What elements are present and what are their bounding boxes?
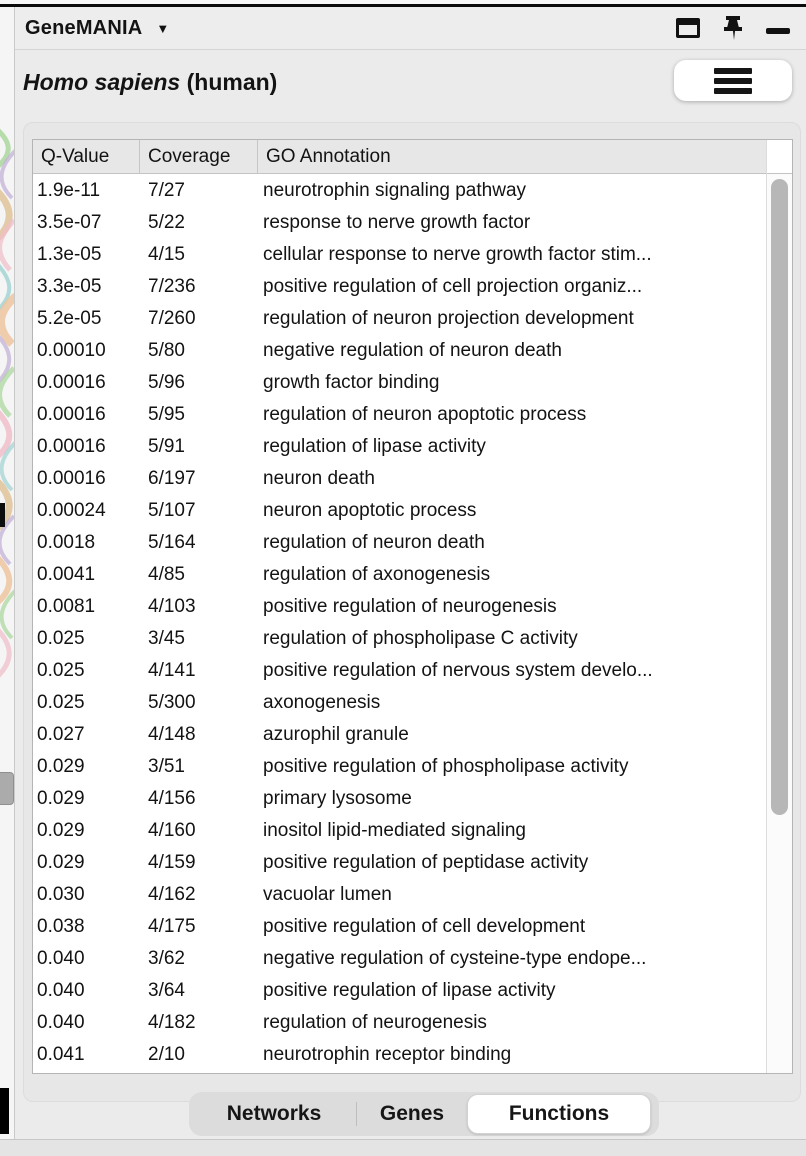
- cell-coverage: 5/107: [148, 500, 196, 521]
- cell-q: 0.00016: [37, 468, 106, 489]
- cell-annotation: positive regulation of cell development: [263, 916, 586, 937]
- table-row[interactable]: [33, 527, 768, 559]
- cell-coverage: 3/62: [148, 948, 185, 969]
- cell-coverage: 3/64: [148, 980, 185, 1001]
- cell-coverage: 4/148: [148, 724, 196, 745]
- cell-q: 0.00016: [37, 436, 106, 457]
- column-header-coverage[interactable]: Coverage: [140, 140, 258, 173]
- table-row[interactable]: [33, 239, 768, 271]
- cell-coverage: 4/159: [148, 852, 196, 873]
- cell-q: 0.025: [37, 692, 85, 713]
- cell-q: 0.040: [37, 1012, 85, 1033]
- table-row[interactable]: [33, 495, 768, 527]
- cell-q: 3.3e-05: [37, 276, 102, 297]
- cell-q: 0.041: [37, 1044, 85, 1065]
- cell-q: 0.029: [37, 756, 85, 777]
- cell-annotation: neurotrophin receptor binding: [263, 1044, 512, 1065]
- functions-table: [32, 139, 793, 1074]
- table-row[interactable]: [33, 975, 768, 1007]
- functions-content-panel: [23, 122, 801, 1102]
- cell-q: 0.0041: [37, 564, 96, 585]
- cell-coverage: 3/45: [148, 628, 185, 649]
- splitter-handle[interactable]: [0, 772, 14, 805]
- cell-q: 0.038: [37, 916, 85, 937]
- cell-coverage: 2/10: [148, 1044, 185, 1065]
- cell-coverage: 7/27: [148, 180, 185, 201]
- table-header: [33, 140, 768, 174]
- tab-genes[interactable]: Genes: [379, 1102, 445, 1125]
- table-row[interactable]: [33, 399, 768, 431]
- cell-annotation: regulation of axonogenesis: [263, 564, 491, 585]
- cell-coverage: 4/160: [148, 820, 196, 841]
- cell-annotation: neurotrophin signaling pathway: [263, 180, 527, 201]
- hamburger-menu-button[interactable]: [674, 60, 792, 101]
- table-row[interactable]: [33, 303, 768, 335]
- cell-q: 3.5e-07: [37, 212, 102, 233]
- background-node-fragment: [0, 503, 5, 527]
- cell-annotation: positive regulation of neurogenesis: [263, 596, 557, 617]
- scrollbar-track[interactable]: [766, 140, 792, 1073]
- table-row[interactable]: [33, 815, 768, 847]
- cell-coverage: 5/96: [148, 372, 185, 393]
- minimize-icon[interactable]: [766, 28, 790, 34]
- cell-q: 0.030: [37, 884, 85, 905]
- cell-annotation: positive regulation of peptidase activity: [263, 852, 589, 873]
- table-row[interactable]: [33, 687, 768, 719]
- table-row[interactable]: [33, 271, 768, 303]
- tab-functions[interactable]: [467, 1094, 651, 1134]
- network-edges-decoration: [0, 120, 14, 680]
- species-name-latin: Homo sapiens: [23, 69, 181, 95]
- cell-annotation: vacuolar lumen: [263, 884, 392, 905]
- table-row[interactable]: [33, 367, 768, 399]
- tab-networks[interactable]: Networks: [226, 1102, 322, 1125]
- panel-title[interactable]: GeneMANIA: [25, 16, 143, 39]
- cell-coverage: 7/236: [148, 276, 196, 297]
- species-name-common: (human): [180, 69, 278, 95]
- bottom-tab-bar: [189, 1092, 659, 1136]
- cell-q: 0.025: [37, 628, 85, 649]
- table-row[interactable]: [33, 335, 768, 367]
- cell-q: 0.027: [37, 724, 85, 745]
- table-row[interactable]: [33, 591, 768, 623]
- cell-annotation: positive regulation of cell projection organiz...: [263, 276, 643, 297]
- table-row[interactable]: [33, 751, 768, 783]
- cell-annotation: growth factor binding: [263, 372, 440, 393]
- table-row[interactable]: [33, 911, 768, 943]
- cell-coverage: 7/260: [148, 308, 196, 329]
- cell-annotation: positive regulation of phospholipase activity: [263, 756, 629, 777]
- cell-annotation: regulation of neuron apoptotic process: [263, 404, 587, 425]
- cell-coverage: 3/51: [148, 756, 185, 777]
- cell-coverage: 4/156: [148, 788, 196, 809]
- table-row[interactable]: [33, 879, 768, 911]
- cell-coverage: 5/22: [148, 212, 185, 233]
- float-window-icon[interactable]: [676, 18, 700, 38]
- cell-q: 0.029: [37, 788, 85, 809]
- cell-q: 0.029: [37, 852, 85, 873]
- network-view-edge: [0, 7, 14, 1139]
- pin-icon[interactable]: [722, 15, 744, 41]
- table-body: [33, 175, 768, 1071]
- cell-coverage: 4/141: [148, 660, 196, 681]
- cell-annotation: axonogenesis: [263, 692, 381, 713]
- table-row[interactable]: [33, 175, 768, 207]
- cell-annotation: inositol lipid-mediated signaling: [263, 820, 526, 841]
- cell-coverage: 4/15: [148, 244, 185, 265]
- cell-q: 0.040: [37, 948, 85, 969]
- cell-annotation: response to nerve growth factor: [263, 212, 531, 233]
- cell-coverage: 6/197: [148, 468, 196, 489]
- cell-coverage: 5/300: [148, 692, 196, 713]
- cell-coverage: 4/85: [148, 564, 185, 585]
- cell-annotation: regulation of neuron projection development: [263, 308, 634, 329]
- species-title: [23, 69, 277, 96]
- cell-coverage: 5/80: [148, 340, 185, 361]
- tab-functions-label: Functions: [508, 1102, 610, 1125]
- cell-annotation: neuron death: [263, 468, 375, 489]
- column-header-qvalue[interactable]: Q-Value: [33, 140, 140, 173]
- cell-q: 0.029: [37, 820, 85, 841]
- species-header: [15, 51, 806, 122]
- cell-coverage: 4/162: [148, 884, 196, 905]
- cell-annotation: regulation of lipase activity: [263, 436, 486, 457]
- cell-coverage: 5/91: [148, 436, 185, 457]
- table-row[interactable]: [33, 463, 768, 495]
- table-row[interactable]: [33, 719, 768, 751]
- hamburger-icon: [714, 68, 752, 74]
- dropdown-caret-icon[interactable]: ▼: [156, 20, 170, 36]
- cell-annotation: negative regulation of neuron death: [263, 340, 562, 361]
- cell-q: 1.3e-05: [37, 244, 102, 265]
- cell-coverage: 4/103: [148, 596, 196, 617]
- table-row[interactable]: [33, 1039, 768, 1071]
- cell-annotation: cellular response to nerve growth factor stim...: [263, 244, 652, 265]
- cell-coverage: 4/182: [148, 1012, 196, 1033]
- table-row[interactable]: [33, 559, 768, 591]
- scrollbar-thumb[interactable]: [771, 179, 788, 815]
- cell-q: 0.0018: [37, 532, 96, 553]
- scrollbar-header-cap: [767, 140, 792, 174]
- cell-q: 0.00010: [37, 340, 106, 361]
- background-ui-fragment: [0, 1088, 9, 1134]
- cell-annotation: regulation of neuron death: [263, 532, 485, 553]
- cell-annotation: regulation of neurogenesis: [263, 1012, 487, 1033]
- cell-q: 0.040: [37, 980, 85, 1001]
- panel-titlebar: [15, 7, 806, 50]
- cell-annotation: primary lysosome: [263, 788, 412, 809]
- bottom-status-strip: [0, 1139, 806, 1156]
- genemania-results-panel: [14, 7, 806, 1139]
- cell-annotation: neuron apoptotic process: [263, 500, 477, 521]
- table-row[interactable]: [33, 207, 768, 239]
- cell-q: 0.025: [37, 660, 85, 681]
- table-row[interactable]: [33, 623, 768, 655]
- cell-coverage: 5/164: [148, 532, 196, 553]
- table-row[interactable]: [33, 783, 768, 815]
- table-row[interactable]: [33, 943, 768, 975]
- table-row[interactable]: [33, 655, 768, 687]
- table-row[interactable]: [33, 1007, 768, 1039]
- cell-annotation: negative regulation of cysteine-type endope...: [263, 948, 647, 969]
- table-row[interactable]: [33, 847, 768, 879]
- cell-coverage: 5/95: [148, 404, 185, 425]
- cell-q: 0.00016: [37, 404, 106, 425]
- cell-q: 0.00024: [37, 500, 106, 521]
- column-header-go-annotation[interactable]: GO Annotation: [258, 140, 768, 173]
- cell-annotation: regulation of phospholipase C activity: [263, 628, 578, 649]
- cell-annotation: azurophil granule: [263, 724, 409, 745]
- cell-annotation: positive regulation of nervous system develo...: [263, 660, 653, 681]
- cell-q: 0.00016: [37, 372, 106, 393]
- cell-annotation: positive regulation of lipase activity: [263, 980, 556, 1001]
- table-row[interactable]: [33, 431, 768, 463]
- cell-q: 0.0081: [37, 596, 96, 617]
- cell-q: 1.9e-11: [37, 180, 101, 201]
- cell-q: 5.2e-05: [37, 308, 102, 329]
- cell-coverage: 4/175: [148, 916, 196, 937]
